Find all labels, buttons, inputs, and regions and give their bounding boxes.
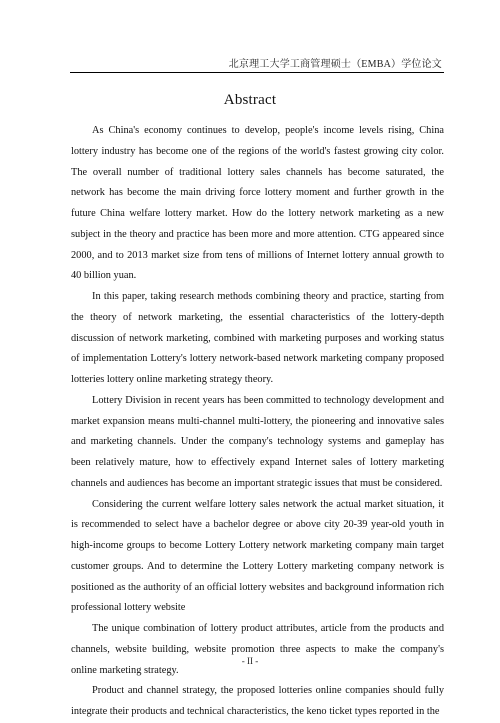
paragraph: Lottery Division in recent years has been committed to technology development and market expansion means multi-channel multi-lottery, the pioneering and innovative sales and marketing channels. Under the company's technology systems and gameplay has been relatively mature, how to effectively expand Internet sales of lottery marketing channels and audiences has become an important strategic issues that must be considered. — [71, 394, 444, 489]
paragraph: In this paper, taking research methods combining theory and practice, starting from the theory of network marketing, the essential characteristics of the lottery-depth discussion of network marketing, combined with marketing purposes and working status of implementation Lottery's lottery network-based network marketing company proposed lotteries lottery online marketing strategy theory. — [71, 291, 444, 385]
page-number: - II - — [241, 656, 259, 666]
page-title: Abstract — [223, 92, 277, 108]
abstract-body — [71, 121, 444, 723]
running-header: 北京理工大学工商管理硕士（EMBA）学位论文 — [228, 59, 442, 70]
paragraph: The unique combination of lottery product attributes, article from the products and channels, website building, website promotion three aspects to make the company's online marketing strategy. — [71, 623, 444, 676]
paragraph: Considering the current welfare lottery sales network the actual market situation, it is recommended to select have a bachelor degree or above city 20-39 year-old youth in high-income groups to become Lottery Lottery network marketing company main target customer groups. And to determine the Lottery Lottery marketing company network is positioned as the authority of an official lottery websites and background information rich professional lottery website — [71, 498, 444, 614]
paragraph: Product and channel strategy, the proposed lotteries online companies should fully integrate their products and technical characteristics, the keno ticket types reported in the — [71, 685, 444, 717]
paragraph: As China's economy continues to develop, people's income levels rising, China lottery industry has become one of the regions of the world's fastest growing city color. The overall number of traditional lottery sales channels has become saturated, the network has become the main driving force lottery moment and further growth in the future China welfare lottery market. How do the lottery network marketing as a new subject in the theory and practice has been more and more attention. CTG appeared since 2000, and to 2013 market size from tens of millions of Internet lottery annual growth to 40 billion yuan. — [71, 125, 444, 282]
header-rule — [70, 72, 444, 73]
